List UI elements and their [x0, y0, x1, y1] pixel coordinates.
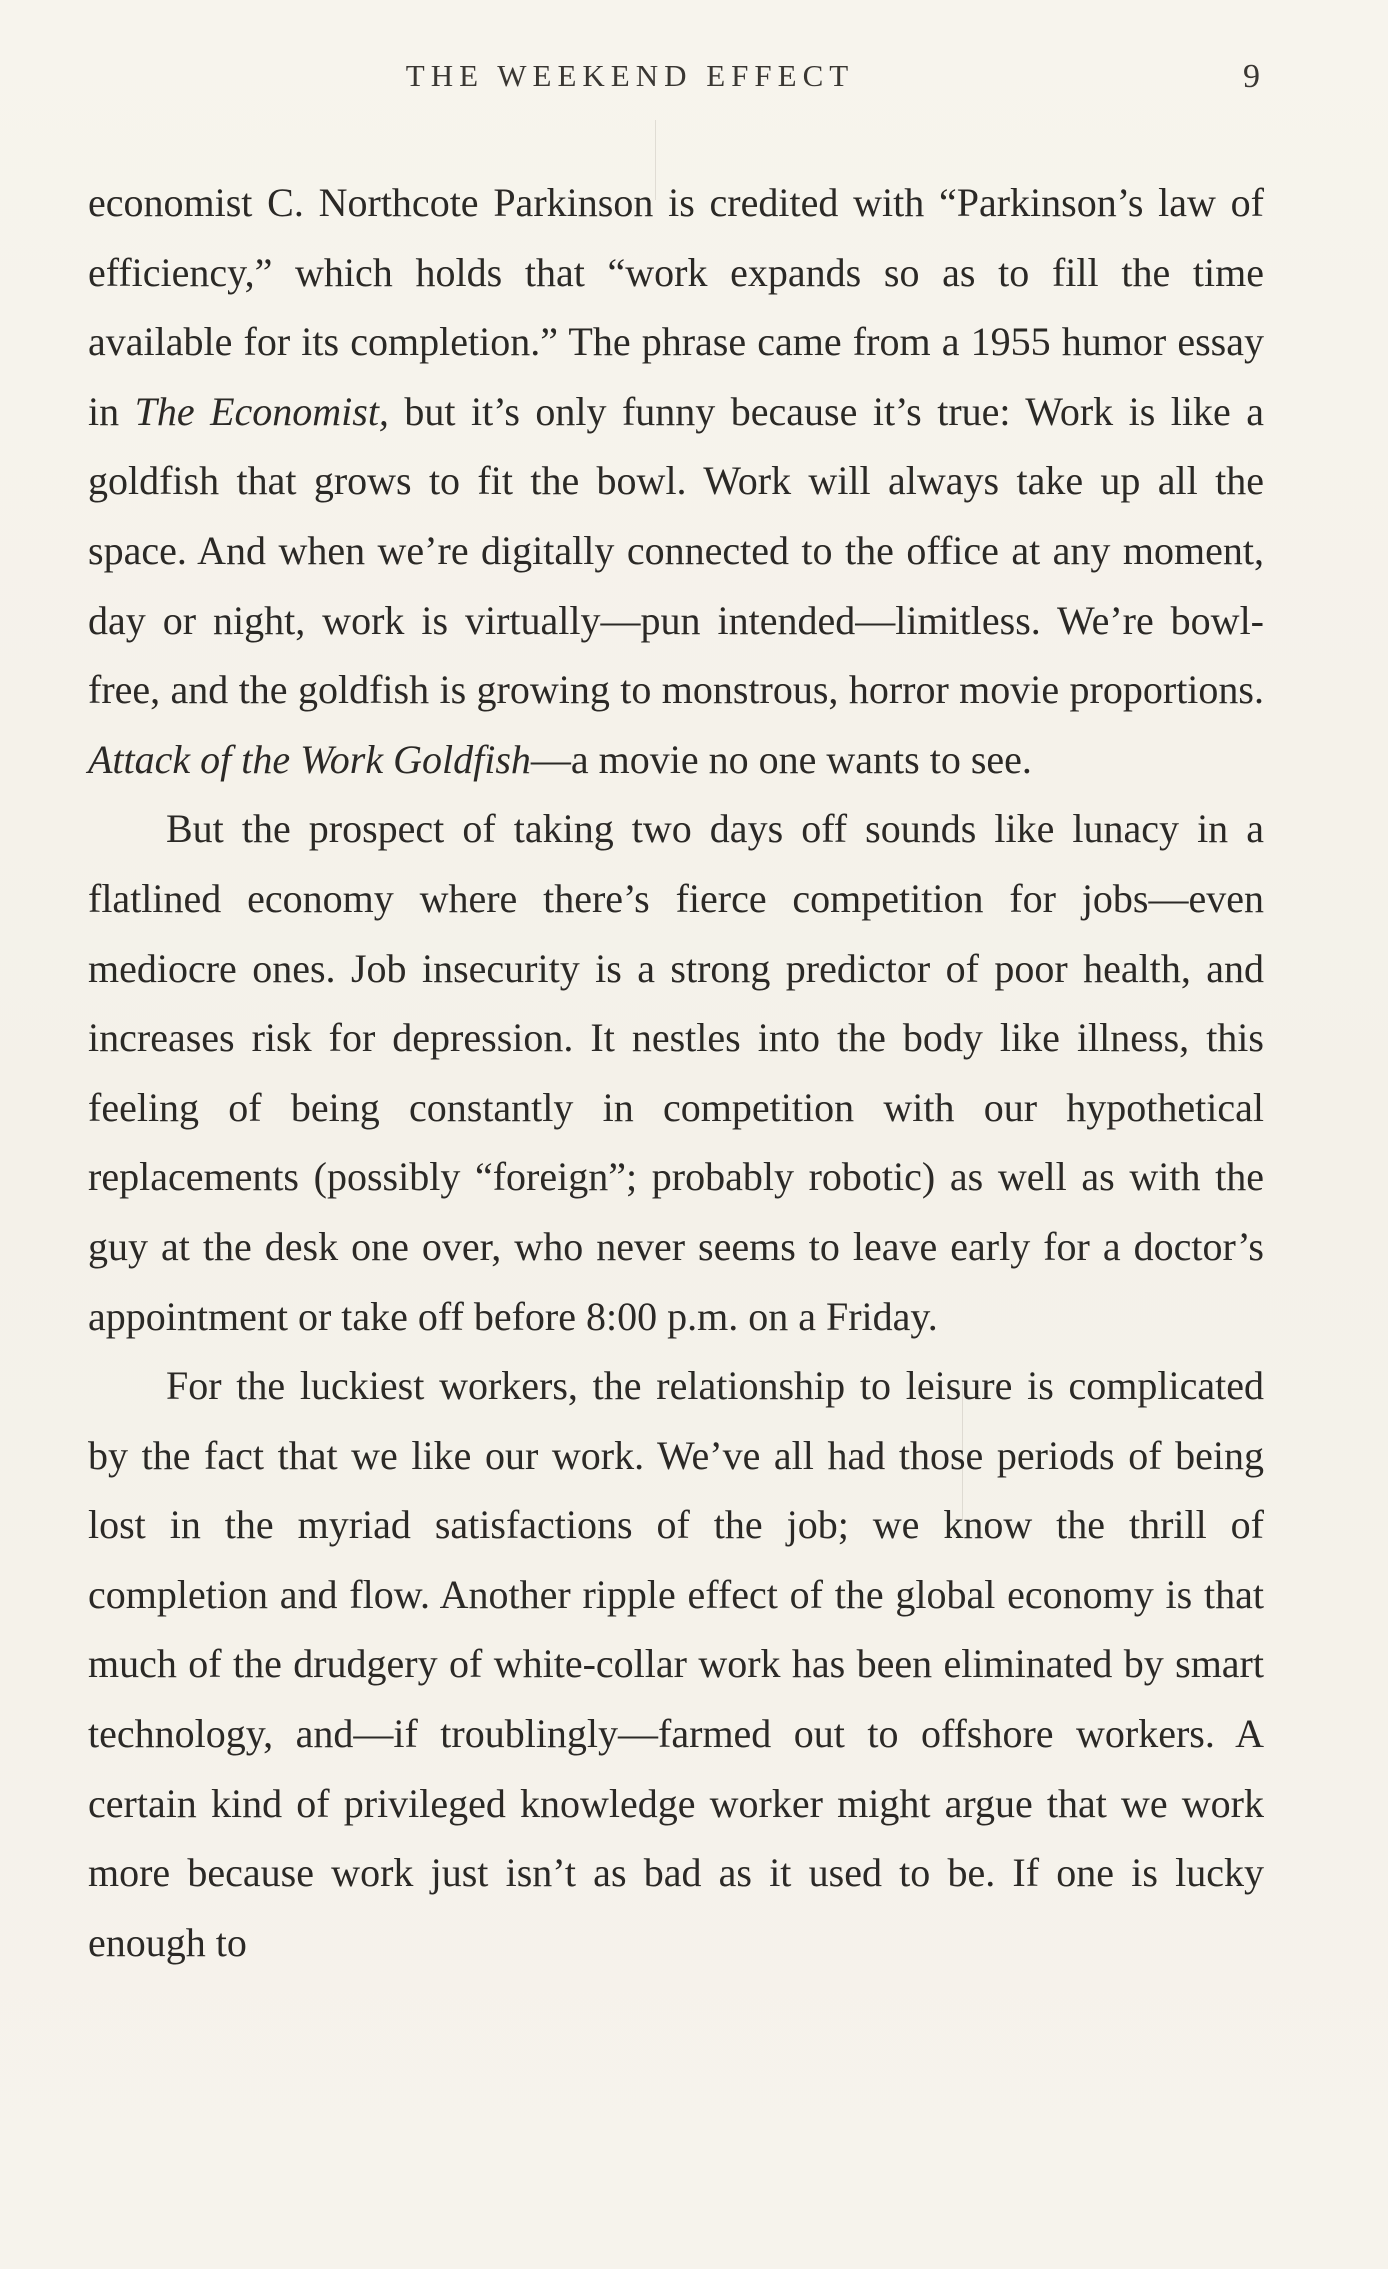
- running-title: THE WEEKEND EFFECT: [405, 58, 855, 93]
- text-run: —a movie no one wants to see.: [530, 736, 1032, 782]
- page-number: 9: [1243, 58, 1260, 95]
- movie-title: Attack of the Work Goldfish: [88, 736, 531, 782]
- paragraph: [88, 1351, 1264, 1977]
- publication-title: The Economist,: [134, 388, 389, 434]
- text-run: economist C. Northcote Parkinson is credited with “Parkinson’s law of efficiency,” which holds that “work expands so as to fill the time available for its completion.” The phrase came from a 1955 humor essay in: [88, 180, 1264, 434]
- running-head: [0, 58, 1388, 102]
- text-run: But the prospect of taking two days off sounds like lunacy in a flatlined economy where there’s fierce competition for jobs—even mediocre ones. Job insecurity is a strong predictor of poor health, and increases risk for depression. It nestles into the body like illness, this feeling of being constantly in competition with our hypothetical replacements (possibly “foreign”; probably robotic) as well as with the guy at the desk one over, who never seems to leave early for a doctor’s appointment or take off before 8:00 p.m. on a Friday.: [88, 806, 1264, 1339]
- text-run: For the luckiest workers, the relationship to leisure is complicated by the fact that we like our work. We’ve all had those periods of being lost in the myriad satisfactions of the job; we know the thrill of completion and flow. Another ripple effect of the global economy is that much of the drudgery of white-collar work has been eliminated by smart technology, and—if troublingly—farmed out to offshore workers. A certain kind of privileged knowledge worker might argue that we work more because work just isn’t as bad as it used to be. If one is lucky enough to: [88, 1363, 1264, 1965]
- text-run: but it’s only funny because it’s true: Work is like a goldfish that grows to fit the bowl. Work will always take up all the space. And when we’re digitally connected to the office at any moment, day or night, work is virtually—pun intended—limitless. We’re bowl-free, and the goldfish is growing to monstrous, horror movie proportions.: [88, 388, 1264, 713]
- body-text: [88, 168, 1264, 1977]
- paragraph-continued: [88, 168, 1264, 794]
- paragraph: [88, 794, 1264, 1351]
